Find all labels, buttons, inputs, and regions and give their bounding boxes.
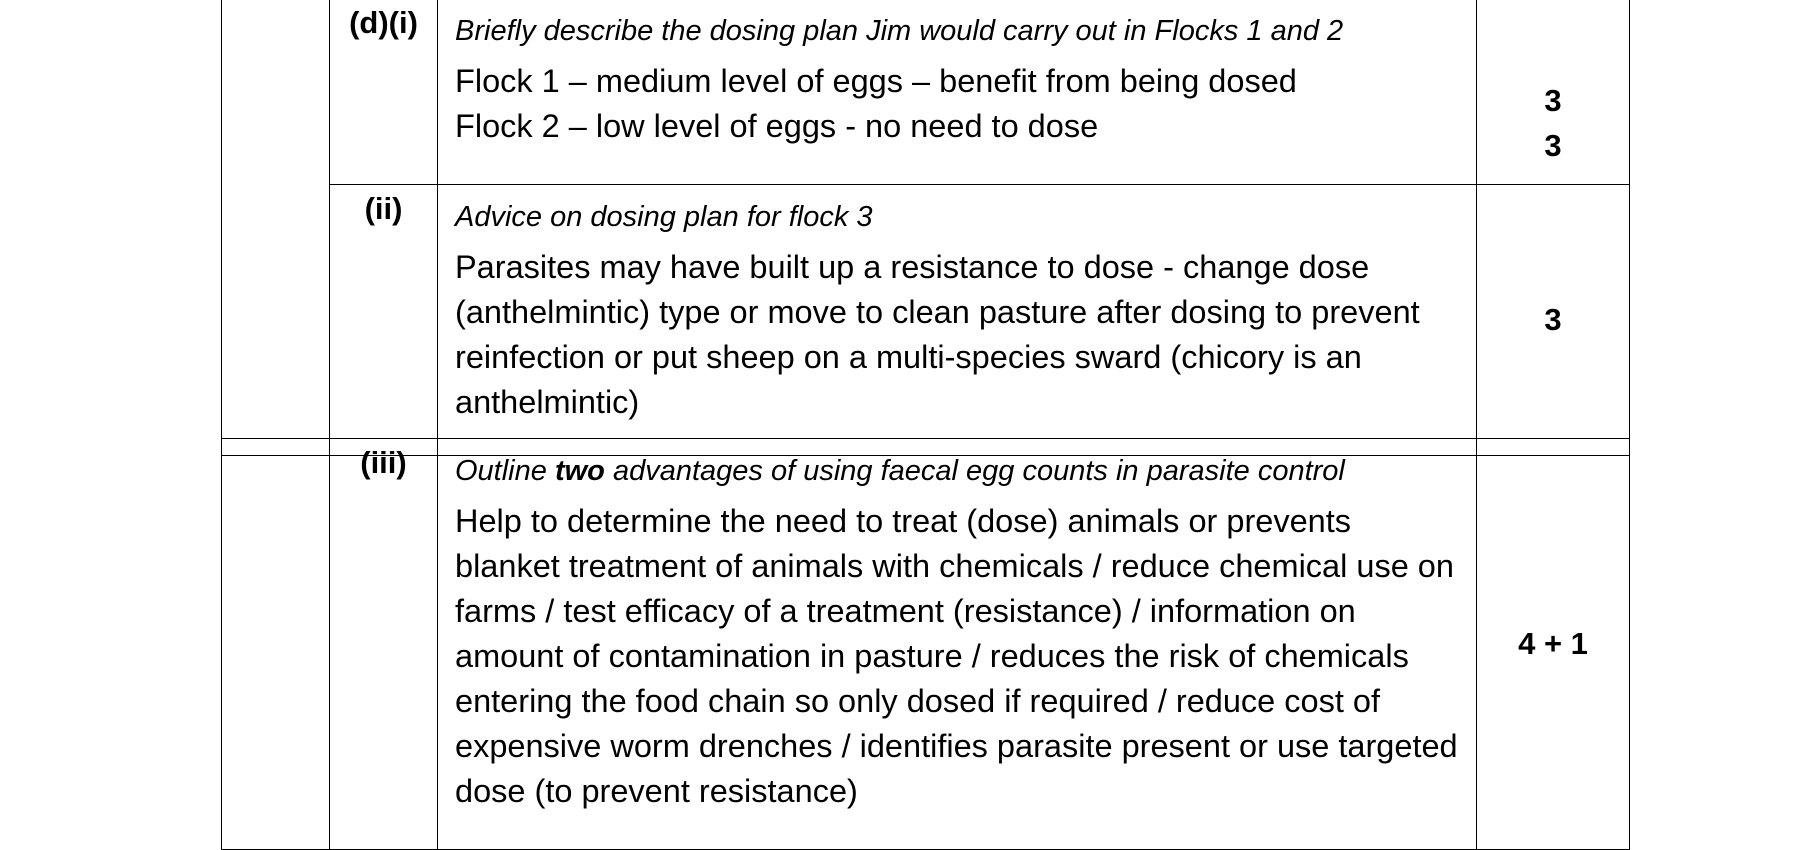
question-row-d-ii — [222, 185, 1630, 456]
marks-value: 3 — [1477, 185, 1630, 456]
marks-value-flock-1: 3 — [1544, 82, 1562, 118]
answer-text: Parasites may have built up a resistance to dose - change dose (anthelmintic) type or move to clean pasture after dosing to prevent reinfection or put sheep on a multi-species sward (chicory is an anthelmintic) — [455, 249, 1420, 420]
question-body — [438, 439, 1477, 850]
question-prompt: Outline two advantages of using faecal egg counts in parasite control — [455, 455, 1345, 487]
question-row-d-iii — [222, 439, 1630, 850]
emphasis-two: two — [554, 455, 605, 487]
answer-text: Help to determine the need to treat (dose) animals or prevents blanket treatment of animals with chemicals / reduce chemical use on farms / test efficacy of a treatment (resistance) / information on amount of contamination in pasture / reduces the risk of chemicals entering the food chain so only dosed if required / reduce cost of expensive worm drenches / identifies parasite present or use targeted dose (to prevent resistance) — [455, 503, 1458, 809]
question-ref: (ii) — [330, 185, 438, 456]
marking-scheme-table-lower — [221, 438, 1630, 850]
blank-question-cell — [222, 0, 330, 456]
question-body — [438, 0, 1477, 185]
answer-line-flock-1: Flock 1 – medium level of eggs – benefit from being dosed — [455, 63, 1297, 99]
marks-value: 4 + 1 — [1477, 439, 1630, 850]
question-ref: (iii) — [330, 439, 438, 850]
answer-line-flock-2: Flock 2 – low level of eggs - no need to dose — [455, 108, 1099, 144]
question-row-d-i — [222, 0, 1630, 185]
question-body — [438, 185, 1477, 456]
question-prompt: Advice on dosing plan for flock 3 — [455, 201, 873, 233]
marks-value-flock-2: 3 — [1544, 127, 1562, 163]
question-ref: (d)(i) — [330, 0, 438, 185]
marks-cell — [1477, 0, 1630, 185]
marking-scheme-table-upper — [221, 0, 1630, 456]
blank-question-cell — [222, 439, 330, 850]
question-prompt: Briefly describe the dosing plan Jim would carry out in Flocks 1 and 2 — [455, 15, 1344, 47]
